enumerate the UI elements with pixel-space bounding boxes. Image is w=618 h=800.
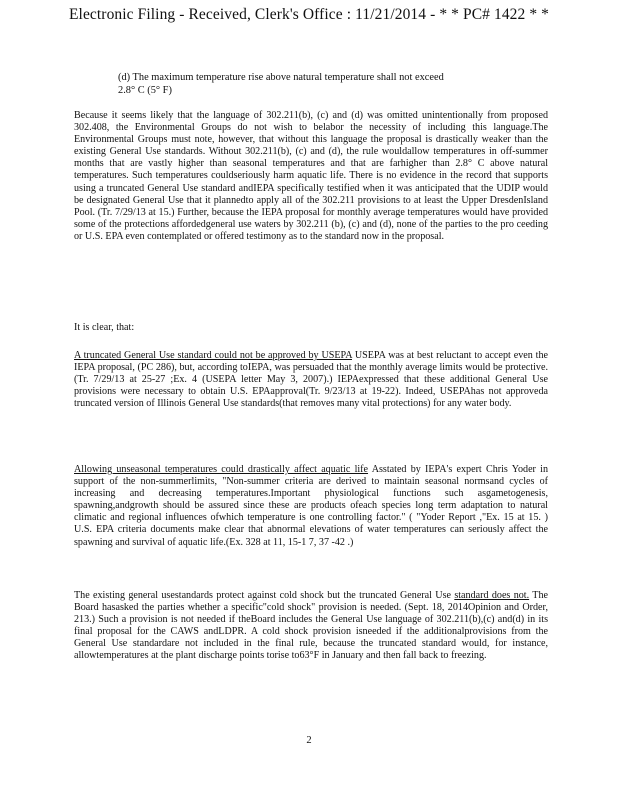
paragraph-cold-shock — [74, 590, 548, 663]
body-unseasonal-temps: Asstated by IEPA's expert Chris Yoder in support of the non-summerlimits, "Non-summer criteria are derived to maintain seasonal normsand cycles of increasing and decreasing temperatures.Important physiological functions such asgametogenesis, spawning,andgrowth should be assured since these are products ofeach species long term adaptation to natural climatic and regional influences ofwhich temperature is one controlling factor." ( "Yoder Report ,"Ex. 15 at 15. ) U.S. EPA criteria documents make clear that abnormal elevations of water temperatures can seriously affect the spawning and survival of aquatic life.(Ex. 328 at 11, 15-1 7, 37 -42 .) — [74, 464, 548, 548]
heading-unseasonal-temps: Allowing unseasonal temperatures could drastically affect aquatic life — [74, 464, 369, 475]
paragraph-unseasonal-temps — [74, 464, 548, 549]
body-cold-shock-start: The existing general usestandards protect against cold shock but the truncated General Use — [74, 590, 455, 601]
provision-item-d — [118, 72, 518, 97]
paragraph-it-is-clear: It is clear, that: — [74, 322, 135, 333]
paragraph-intro: Because it seems likely that the language of 302.211(b), (c) and (d) was omitted unintentionally from proposed 302.408, the Environmental Groups do not wish to belabor the necessity of including this language.The Environmental Groups must note, however, that without this language the proposal is drastically weaker than the existing General Use standards. Without 302.211(b), (c) and (d), the rule wouldallow temperatures in off-summer months that are vastly higher than seasonal temperatures and that are farhigher than 2.8° C above natural temperatures. Such temperatures couldseriously harm aquatic life. There is no evidence in the record that supports using a truncated General Use standard andIEPA specifically testified when it was anticipated that the UDIP would be designated General Use that it plannedto apply all of the 302.211 provisions to at least the Upper DresdenIsland Pool. (Tr. 7/29/13 at 15.) Further, because the IEPA proposal for monthly average temperatures would have provided some of the protections affordedgeneral use waters by 302.211 (b), (c) and (d), none of the parties to the pro ceeding or U.S. EPA even contemplated or offered testimony as to the standard now in the proposal. — [74, 110, 548, 242]
provision-item-d-line1: (d) The maximum temperature rise above natural temperature shall not exceed — [118, 72, 444, 83]
heading-cold-shock: standard does not. — [454, 590, 530, 601]
body-cold-shock-rest: The Board hasasked the parties whether a specific"cold shock" provision is needed. (Sept. 18, 2014Opinion and Order, 213.) Such a provision is not needed if theBoard includes the General Use language of 302.211(b),(c) and(d) in its final proposal for the CAWS andLDPR. A cold shock provision isneeded if the additionalprovisions from the General Use standardare not included in the final rule, because the truncated standard would, for instance, allowtemperatures at the plant discharge points torise to63°F in January and then fall back to freezing. — [74, 590, 548, 662]
body-usepa-approval: USEPA was at best reluctant to accept even the IEPA proposal, (PC 286), but, according toIEPA, was persuaded that the monthly average limits would be protective. (Tr. 7/29/13 at 25-27 ;Ex. 4 (USEPA letter May 3, 2007).) IEPAexpressed that these additional General Use provisions were necessary to obtain U.S. EPAapproval(Tr. 9/23/13 at 19-22). Indeed, USEPAhas not approveda truncated version of Illinois General Use standards(that removes many vital protections) for any water body. — [74, 350, 548, 410]
page-number: 2 — [306, 735, 312, 746]
paragraph-usepa-approval — [74, 350, 548, 410]
filing-header: Electronic Filing - Received, Clerk's Office : 11/21/2014 - * * PC# 1422 * * — [68, 6, 550, 23]
provision-item-d-line2: 2.8° C (5° F) — [118, 84, 172, 96]
heading-usepa-approval: A truncated General Use standard could not be approved by USEPA — [74, 350, 352, 361]
